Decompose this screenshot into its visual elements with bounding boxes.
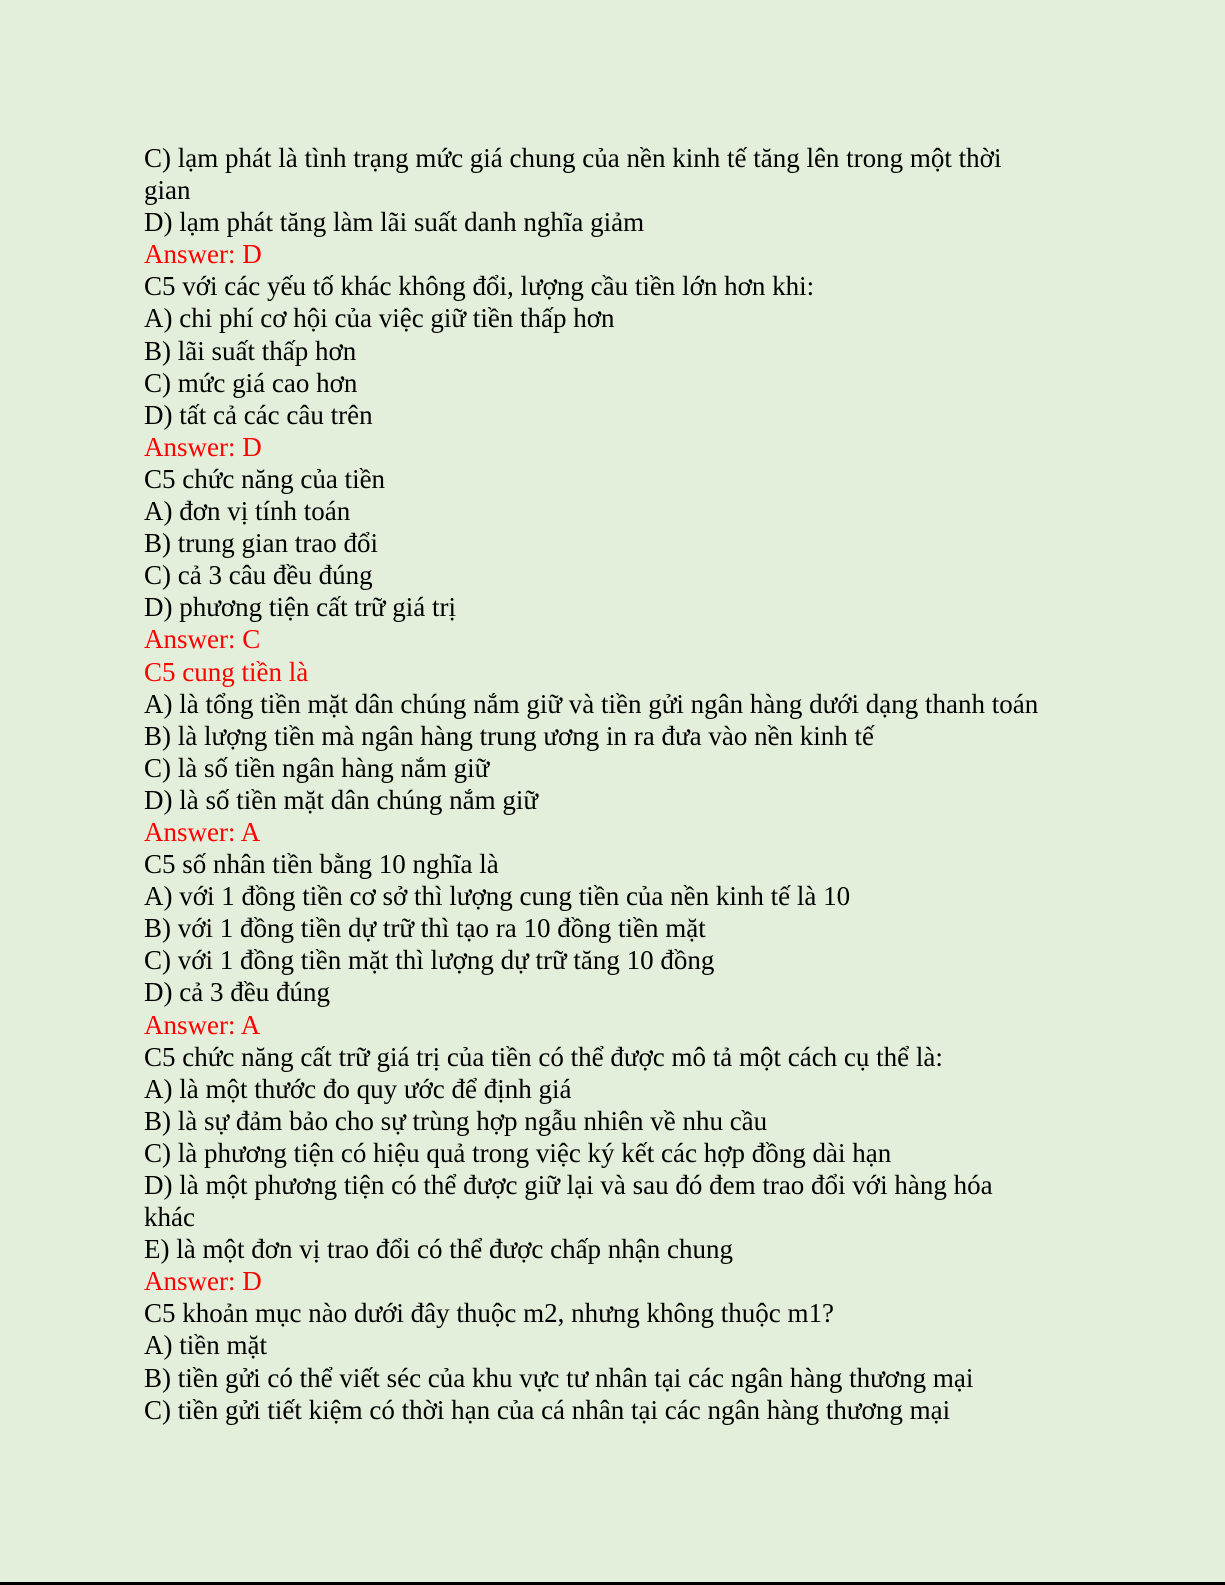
text-line: D) lạm phát tăng làm lãi suất danh nghĩa giảm xyxy=(144,207,645,238)
option-line: C) là số tiền ngân hàng nắm giữ xyxy=(144,752,490,783)
answer-line: Answer: D xyxy=(144,239,262,270)
option-line: E) là một đơn vị trao đổi có thể được chấp nhận chung xyxy=(144,1234,734,1265)
option-line: D) cả 3 đều đúng xyxy=(144,977,330,1008)
option-line: B) trung gian trao đổi xyxy=(144,528,378,559)
question-line: C5 cung tiền là xyxy=(144,656,309,687)
option-line: C) mức giá cao hơn xyxy=(144,367,358,398)
answer-line: Answer: A xyxy=(144,816,261,847)
answer-line: Answer: D xyxy=(144,1266,262,1297)
option-line: A) với 1 đồng tiền cơ sở thì lượng cung tiền của nền kinh tế là 10 xyxy=(144,881,851,912)
option-line: B) là sự đảm bảo cho sự trùng hợp ngẫu nhiên về nhu cầu xyxy=(144,1105,768,1136)
question-line: C5 chức năng của tiền xyxy=(144,463,386,494)
option-line: D) là số tiền mặt dân chúng nắm giữ xyxy=(144,784,539,815)
option-line: khác xyxy=(144,1202,195,1233)
option-line: C) tiền gửi tiết kiệm có thời hạn của cá nhân tại các ngân hàng thương mại xyxy=(144,1394,951,1425)
question-line: C5 khoản mục nào dưới đây thuộc m2, nhưng không thuộc m1? xyxy=(144,1298,834,1329)
option-line: B) là lượng tiền mà ngân hàng trung ương in ra đưa vào nền kinh tế xyxy=(144,720,875,751)
option-line: D) là một phương tiện có thể được giữ lại và sau đó đem trao đổi với hàng hóa xyxy=(144,1170,993,1200)
answer-line: Answer: C xyxy=(144,624,261,655)
option-line: B) với 1 đồng tiền dự trữ thì tạo ra 10 đồng tiền mặt xyxy=(144,913,706,944)
text-line: gian xyxy=(144,175,191,206)
option-line: C) cả 3 câu đều đúng xyxy=(144,560,373,591)
question-line: C5 số nhân tiền bằng 10 nghĩa là xyxy=(144,849,499,880)
option-line: A) là tổng tiền mặt dân chúng nắm giữ và tiền gửi ngân hàng dưới dạng thanh toán xyxy=(144,688,1039,719)
option-line: B) tiền gửi có thể viết séc của khu vực tư nhân tại các ngân hàng thương mại xyxy=(144,1362,974,1393)
text-line: C) lạm phát là tình trạng mức giá chung của nền kinh tế tăng lên trong một thời xyxy=(144,143,1002,173)
option-line: D) phương tiện cất trữ giá trị xyxy=(144,592,456,623)
option-line: D) tất cả các câu trên xyxy=(144,399,373,430)
document-page xyxy=(144,142,1084,1426)
option-line: A) tiền mặt xyxy=(144,1330,267,1361)
option-line: C) với 1 đồng tiền mặt thì lượng dự trữ tăng 10 đồng xyxy=(144,945,715,976)
answer-line: Answer: A xyxy=(144,1009,261,1040)
option-line: B) lãi suất thấp hơn xyxy=(144,335,357,366)
option-line: A) là một thước đo quy ước để định giá xyxy=(144,1073,572,1104)
option-line: C) là phương tiện có hiệu quả trong việc ký kết các hợp đồng dài hạn xyxy=(144,1137,892,1168)
question-line: C5 chức năng cất trữ giá trị của tiền có thể được mô tả một cách cụ thể là: xyxy=(144,1041,943,1072)
option-line: A) chi phí cơ hội của việc giữ tiền thấp hơn xyxy=(144,303,615,334)
answer-line: Answer: D xyxy=(144,431,262,462)
question-line: C5 với các yếu tố khác không đổi, lượng cầu tiền lớn hơn khi: xyxy=(144,271,815,302)
option-line: A) đơn vị tính toán xyxy=(144,496,351,527)
